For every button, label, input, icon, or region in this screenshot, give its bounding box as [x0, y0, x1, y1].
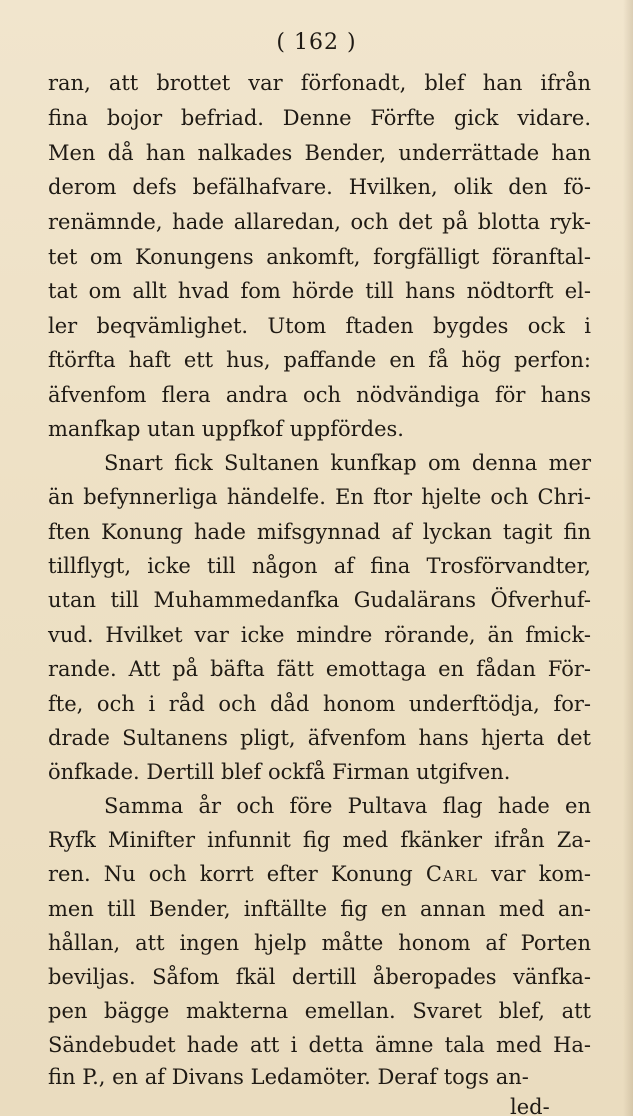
text-line: Ryfk Minifter infunnit fig med fkänker ifrån Za- [48, 828, 591, 852]
text-line: manfkap utan uppfkof uppfördes. [48, 417, 404, 441]
text-line: tat om allt hvad fom hörde till hans nödtorft el- [48, 279, 591, 303]
text-line: Men då han nalkades Bender, underrättade han [48, 141, 591, 165]
text-line: tet om Konungens ankomft, forgfälligt föranftal- [48, 245, 591, 269]
text-line: vud. Hvilket var icke mindre rörande, än fmick- [48, 623, 591, 647]
text-line: beviljas. Såfom fkäl dertill åberopades vänfka- [48, 965, 591, 989]
text-line-tail: var kom- [491, 862, 591, 886]
text-line: ler beqvämlighet. Utom ftaden bygdes ock i [48, 314, 591, 338]
text-line: ften Konung hade mifsgynnad af lyckan tagit fin [48, 520, 591, 544]
text-line: fte, och i råd och dåd honom underftödja, for- [48, 692, 591, 716]
text-line: derom defs befälhafvare. Hvilken, olik den fö- [48, 175, 591, 199]
text-line: Sändebudet hade att i detta ämne tala med Ha- [48, 1033, 591, 1057]
text-line: tillflygt, icke till någon af fina Trosförvandter, [48, 554, 591, 578]
catchword: led- [510, 1095, 550, 1116]
text-line: Snart fick Sultanen kunfkap om denna mer [104, 451, 591, 475]
text-line: ran, att brottet var förfonadt, blef han ifrån [48, 71, 591, 95]
text-line: Samma år och före Pultava flag hade en [104, 794, 591, 818]
text-line: än befynnerliga händelfe. En ftor hjelte och Chri- [48, 485, 591, 509]
text-line: men till Bender, inftällte fig en annan med an- [48, 897, 591, 921]
page-number: ( 162 ) [276, 30, 357, 55]
text-line: renämnde, hade allaredan, och det på blotta ryk- [48, 210, 591, 234]
text-line: rande. Att på bäfta fätt emottaga en fådan För- [48, 657, 591, 681]
text-line: pen bägge makterna emellan. Svaret blef, att [48, 999, 591, 1023]
page-edge-shadow [623, 0, 633, 1116]
text-line: ftörfta haft ett hus, paffande en få hög perfon: [48, 348, 591, 372]
text-line: hållan, att ingen hjelp måtte honom af Porten [48, 931, 591, 955]
text-line: drade Sultanens pligt, äfvenfom hans hjerta det [48, 726, 591, 750]
text-line-head: ren. Nu och korrt efter Konung [48, 862, 413, 886]
text-line-with-name [48, 859, 591, 889]
king-name: Carl [425, 862, 478, 886]
text-line: fin P., en af Divans Ledamöter. Deraf togs an- [48, 1065, 529, 1089]
text-line: fina bojor befriad. Denne Förfte gick vidare. [48, 106, 591, 130]
text-line: önfkade. Dertill blef ockfå Firman utgifven. [48, 760, 511, 784]
text-line: äfvenfom flera andra och nödvändiga för hans [48, 383, 591, 407]
text-line: utan till Muhammedanfka Gudalärans Öfverhuf- [48, 588, 591, 612]
